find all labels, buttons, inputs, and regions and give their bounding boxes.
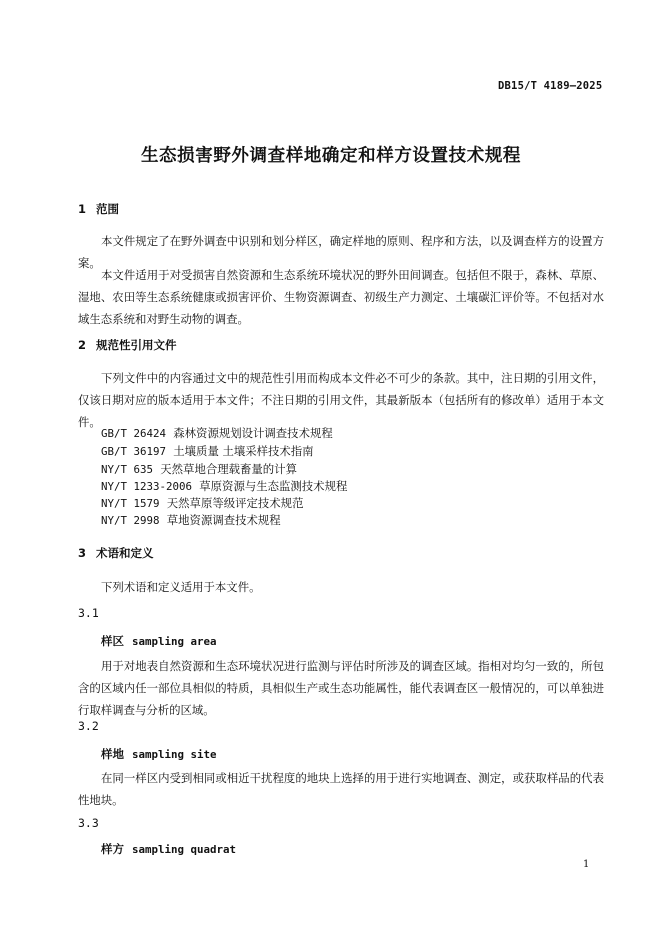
- section-3-heading: [78, 545, 154, 561]
- section-title: 术语和定义: [96, 546, 154, 560]
- section-1-paragraph-1: 本文件规定了在野外调查中识别和划分样区，确定样地的原则、程序和方法，以及调查样方的设置方案。: [78, 234, 604, 270]
- section-number: 3: [78, 546, 87, 560]
- standard-code: DB15/T 4189—2025: [498, 80, 603, 92]
- reference-item: [101, 512, 281, 528]
- reference-code: GB/T 26424: [101, 427, 167, 440]
- section-1-heading: [78, 201, 119, 217]
- reference-title: 草原资源与生态监测技术规程: [199, 479, 348, 493]
- reference-title: 草地资源调查技术规程: [166, 513, 281, 527]
- page-number: 1: [583, 859, 590, 870]
- term-entry: [101, 746, 217, 762]
- reference-item: [101, 495, 303, 511]
- section-number: 1: [78, 202, 87, 216]
- term-chinese: 样区: [101, 634, 124, 648]
- reference-code: GB/T 36197: [101, 445, 167, 458]
- section-3-paragraph-1: 下列术语和定义适用于本文件。: [101, 580, 261, 594]
- term-english: sampling quadrat: [132, 843, 237, 856]
- reference-code: NY/T 1579: [101, 497, 160, 510]
- reference-code: NY/T 1233-2006: [101, 480, 193, 493]
- reference-item: [101, 443, 314, 459]
- reference-title: 天然草原等级评定技术规范: [166, 496, 304, 510]
- section-2-paragraph-1: 下列文件中的内容通过文中的规范性引用而构成本文件必不可少的条款。其中，注日期的引用文件，仅该日期对应的版本适用于本文件；不注日期的引用文件，其最新版本（包括所有的修改单）适用于本文件。: [78, 371, 604, 429]
- reference-code: NY/T 635: [101, 463, 154, 476]
- clause-number: 3.1: [78, 606, 99, 620]
- reference-code: NY/T 2998: [101, 514, 160, 527]
- document-title: 生态损害野外调查样地确定和样方设置技术规程: [140, 146, 522, 166]
- section-title: 规范性引用文件: [96, 338, 177, 352]
- reference-title: 土壤质量 土壤采样技术指南: [173, 444, 314, 458]
- term-english: sampling site: [132, 748, 217, 761]
- reference-title: 天然草地合理载畜量的计算: [160, 462, 297, 476]
- reference-item: [101, 425, 333, 441]
- section-2-heading: [78, 337, 177, 353]
- term-entry: [101, 841, 236, 857]
- term-definition: 在同一样区内受到相同或相近干扰程度的地块上选择的用于进行实地调查、测定，或获取样品的代表性地块。: [78, 771, 604, 807]
- clause-number: 3.3: [78, 816, 99, 830]
- term-chinese: 样地: [101, 747, 124, 761]
- reference-item: [101, 478, 347, 494]
- section-title: 范围: [96, 202, 119, 216]
- section-1-paragraph-2: 本文件适用于对受损害自然资源和生态系统环境状况的野外田间调查。包括但不限于，森林、草原、湿地、农田等生态系统健康或损害评价、生物资源调查、初级生产力测定、土壤碳汇评价等。不包括对水域生态系统和对野生动物的调查。: [78, 268, 604, 326]
- reference-title: 森林资源规划设计调查技术规程: [173, 426, 333, 440]
- reference-item: [101, 461, 297, 477]
- term-definition: 用于对地表自然资源和生态环境状况进行监测与评估时所涉及的调查区域。指相对均匀一致的，所包含的区域内任一部位具相似的特质，具相似生产或生态功能属性，能代表调查区一般情况的，可以单独进行取样调查与分析的区域。: [78, 659, 604, 717]
- clause-number: 3.2: [78, 719, 99, 733]
- term-english: sampling area: [132, 635, 217, 648]
- section-number: 2: [78, 338, 87, 352]
- term-chinese: 样方: [101, 842, 124, 856]
- term-entry: [101, 633, 217, 649]
